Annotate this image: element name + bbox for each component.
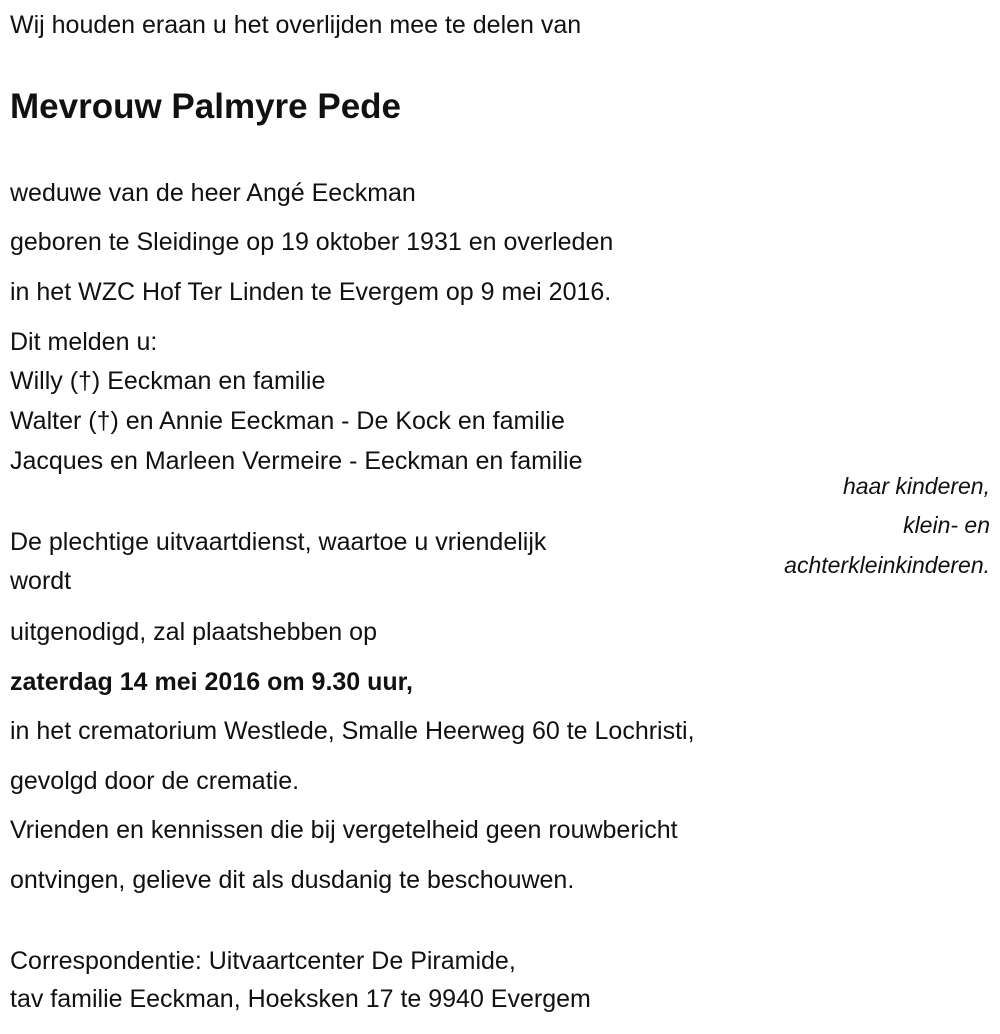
detail-line: weduwe van de heer Angé Eeckman bbox=[10, 179, 416, 207]
service-line: De plechtige uitvaartdienst, waartoe u vriendelijk bbox=[10, 528, 547, 556]
detail-line: in het WZC Hof Ter Linden te Evergem op 9 mei 2016. bbox=[10, 278, 612, 306]
relation-line: haar kinderen, bbox=[842, 473, 990, 499]
announcer-line: Jacques en Marleen Vermeire - Eeckman en familie bbox=[10, 447, 583, 475]
service-datetime: zaterdag 14 mei 2016 om 9.30 uur, bbox=[10, 668, 413, 696]
service-line: wordt bbox=[10, 567, 72, 595]
service-followup: gevolgd door de crematie. bbox=[10, 767, 300, 795]
announcers-intro: Dit melden u: bbox=[10, 328, 158, 356]
detail-line: geboren te Sleidinge op 19 oktober 1931 en overleden bbox=[10, 228, 614, 256]
notice-line: Vrienden en kennissen die bij vergetelheid geen rouwbericht bbox=[10, 816, 678, 844]
relation-line: achterkleinkinderen. bbox=[784, 552, 990, 578]
relation-line: klein- en bbox=[903, 512, 990, 538]
correspondence-line: Correspondentie: Uitvaartcenter De Piramide, bbox=[10, 947, 516, 975]
intro-text: Wij houden eraan u het overlijden mee te delen van bbox=[10, 11, 582, 39]
service-location: in het crematorium Westlede, Smalle Heerweg 60 te Lochristi, bbox=[10, 717, 695, 745]
announcer-line: Willy (†) Eeckman en familie bbox=[10, 367, 326, 395]
notice-line: ontvingen, gelieve dit als dusdanig te beschouwen. bbox=[10, 866, 575, 894]
correspondence-line: tav familie Eeckman, Hoeksken 17 te 9940 Evergem bbox=[10, 985, 591, 1013]
deceased-name: Mevrouw Palmyre Pede bbox=[10, 87, 401, 126]
announcer-line: Walter (†) en Annie Eeckman - De Kock en familie bbox=[10, 407, 565, 435]
service-line: uitgenodigd, zal plaatshebben op bbox=[10, 618, 377, 646]
